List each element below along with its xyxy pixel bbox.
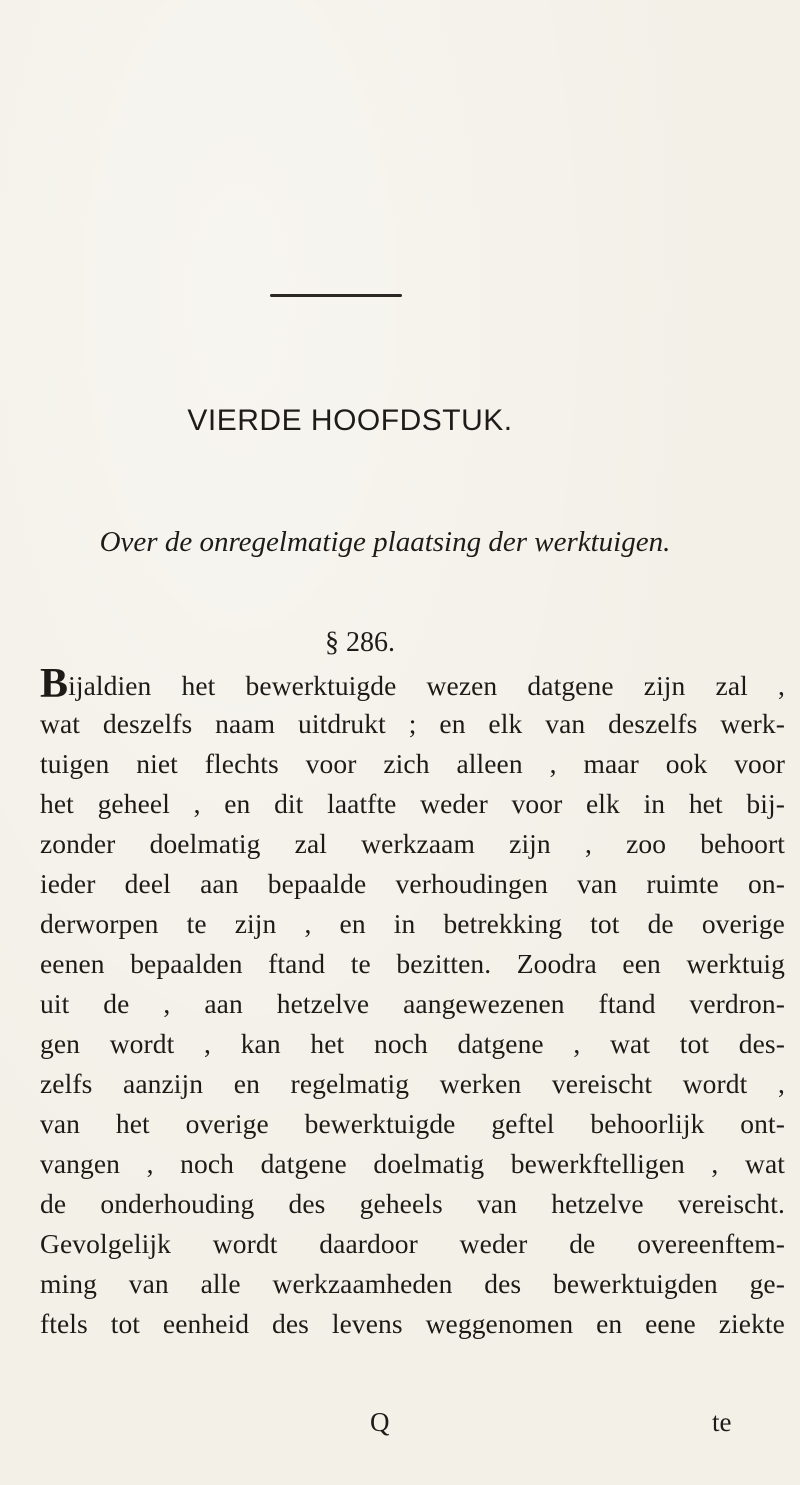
text-line: zelfs aanzijn en regelmatig werken vereischt wordt , (40, 1068, 785, 1099)
text-line-1 (40, 661, 785, 707)
text-line: zonder doelmatig zal werkzaam zijn , zoo behoort (40, 828, 785, 859)
text-line: de onderhouding des geheels van hetzelve vereischt. (40, 1188, 785, 1219)
ornamental-rule (270, 294, 402, 297)
first-line-text: ijaldien het bewerktuigde wezen datgene zijn zal , (68, 670, 785, 701)
catchword: te (712, 1407, 732, 1437)
text-line: wat deszelfs naam uitdrukt ; en elk van deszelfs werk- (40, 708, 785, 739)
text-line: vangen , noch datgene doelmatig bewerkftelligen , wat (40, 1148, 785, 1179)
text-line: uit de , aan hetzelve aangewezenen ftand verdron- (40, 988, 785, 1019)
text-line: Gevolgelijk wordt daardoor weder de overeenftem- (40, 1228, 785, 1259)
signature-mark: Q (370, 1407, 390, 1437)
text-line: ftels tot eenheid des levens weggenomen en eene ziekte (40, 1308, 785, 1339)
text-line: van het overige bewerktuigde geftel behoorlijk ont- (40, 1108, 785, 1139)
text-line: ieder deel aan bepaalde verhoudingen van ruimte on- (40, 868, 785, 899)
text-line: derworpen te zijn , en in betrekking tot de overige (40, 908, 785, 939)
text-line: het geheel , en dit laatfte weder voor elk in het bij- (40, 788, 785, 819)
chapter-subtitle: Over de onregelmatige plaatsing der werktuigen. (99, 526, 671, 558)
page-footer (0, 1407, 800, 1447)
text-line: tuigen niet flechts voor zich alleen , maar ook voor (40, 748, 785, 779)
text-line: ming van alle werkzaamheden des bewerktuigden ge- (40, 1268, 785, 1299)
text-line: gen wordt , kan het noch datgene , wat tot des- (40, 1028, 785, 1059)
drop-cap: B (40, 661, 69, 707)
section-number: § 286. (325, 627, 395, 658)
chapter-title: VIERDE HOOFDSTUK. (187, 404, 513, 437)
text-line: eenen bepaalden ftand te bezitten. Zoodra een werktuig (40, 948, 785, 979)
body-paragraph (40, 661, 785, 1344)
